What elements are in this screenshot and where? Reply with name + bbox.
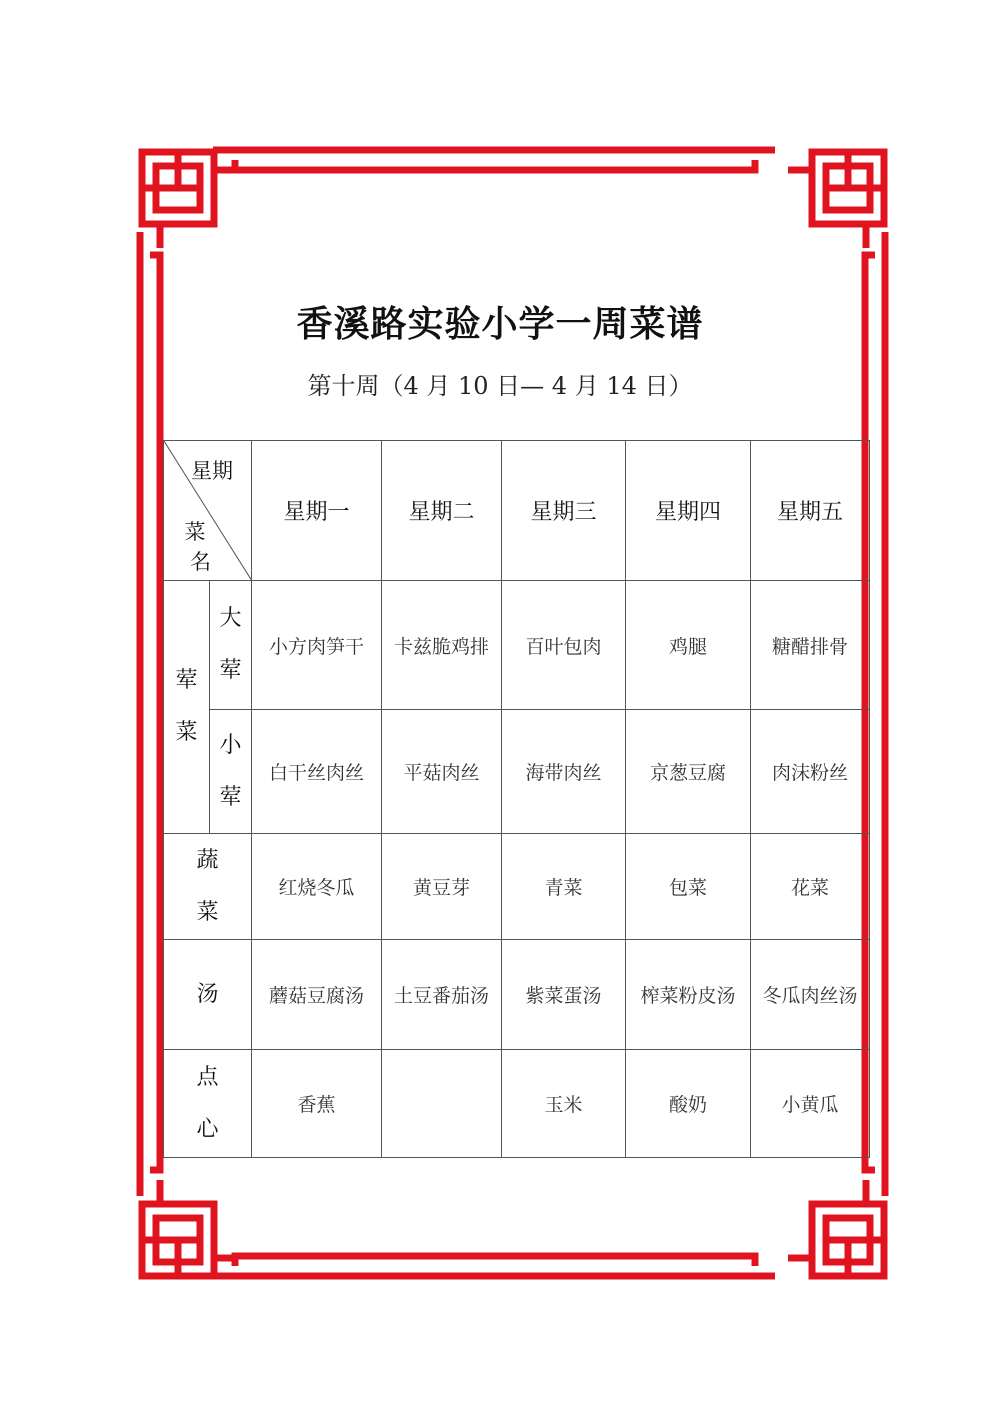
snack-tue — [382, 1050, 502, 1158]
header-row — [164, 441, 870, 581]
soup-tue: 土豆番茄汤 — [382, 940, 502, 1050]
day-header-fri: 星期五 — [751, 441, 870, 581]
soup-row — [164, 940, 870, 1050]
frame-corner-bl — [142, 1180, 238, 1276]
snack-mon: 香蕉 — [252, 1050, 382, 1158]
frame-corner-tl — [142, 152, 238, 248]
day-header-tue: 星期二 — [382, 441, 502, 581]
big-meat-label: 大 荤 — [210, 581, 252, 710]
frame-corner-br — [788, 1180, 884, 1276]
menu-table — [163, 440, 870, 1158]
small-meat-fri: 肉沫粉丝 — [751, 710, 870, 834]
page-title: 香溪路实验小学一周菜谱 — [296, 304, 704, 345]
snack-wed: 玉米 — [502, 1050, 626, 1158]
vegetable-label: 蔬 菜 — [164, 834, 252, 940]
soup-thu: 榨菜粉皮汤 — [626, 940, 751, 1050]
corner-week-label: 星期 — [191, 459, 233, 483]
small-meat-label: 小 荤 — [210, 710, 252, 834]
small-meat-mon: 白干丝肉丝 — [252, 710, 382, 834]
vegetable-tue: 黄豆芽 — [382, 834, 502, 940]
vegetable-mon: 红烧冬瓜 — [252, 834, 382, 940]
snack-fri: 小黄瓜 — [751, 1050, 870, 1158]
corner-dish-label: 菜 名 — [184, 520, 211, 574]
small-meat-wed: 海带肉丝 — [502, 710, 626, 834]
vegetable-wed: 青菜 — [502, 834, 626, 940]
big-meat-tue: 卡兹脆鸡排 — [382, 581, 502, 710]
soup-label: 汤 — [164, 940, 252, 1050]
vegetable-fri: 花菜 — [751, 834, 870, 940]
week-subtitle: 第十周（4 月 10 日— 4 月 14 日） — [307, 372, 693, 400]
corner-cell — [164, 441, 252, 581]
small-meat-thu: 京葱豆腐 — [626, 710, 751, 834]
small-meat-row — [164, 710, 870, 834]
snack-label: 点 心 — [164, 1050, 252, 1158]
big-meat-fri: 糖醋排骨 — [751, 581, 870, 710]
day-header-wed: 星期三 — [502, 441, 626, 581]
snack-row — [164, 1050, 870, 1158]
frame-corner-tr — [788, 152, 884, 248]
day-header-mon: 星期一 — [252, 441, 382, 581]
soup-wed: 紫菜蛋汤 — [502, 940, 626, 1050]
big-meat-thu: 鸡腿 — [626, 581, 751, 710]
big-meat-mon: 小方肉笋干 — [252, 581, 382, 710]
day-header-thu: 星期四 — [626, 441, 751, 581]
big-meat-wed: 百叶包肉 — [502, 581, 626, 710]
vegetable-thu: 包菜 — [626, 834, 751, 940]
big-meat-row — [164, 581, 870, 710]
meat-group-label: 荤 菜 — [164, 581, 210, 834]
snack-thu: 酸奶 — [626, 1050, 751, 1158]
vegetable-row — [164, 834, 870, 940]
soup-fri: 冬瓜肉丝汤 — [751, 940, 870, 1050]
small-meat-tue: 平菇肉丝 — [382, 710, 502, 834]
soup-mon: 蘑菇豆腐汤 — [252, 940, 382, 1050]
